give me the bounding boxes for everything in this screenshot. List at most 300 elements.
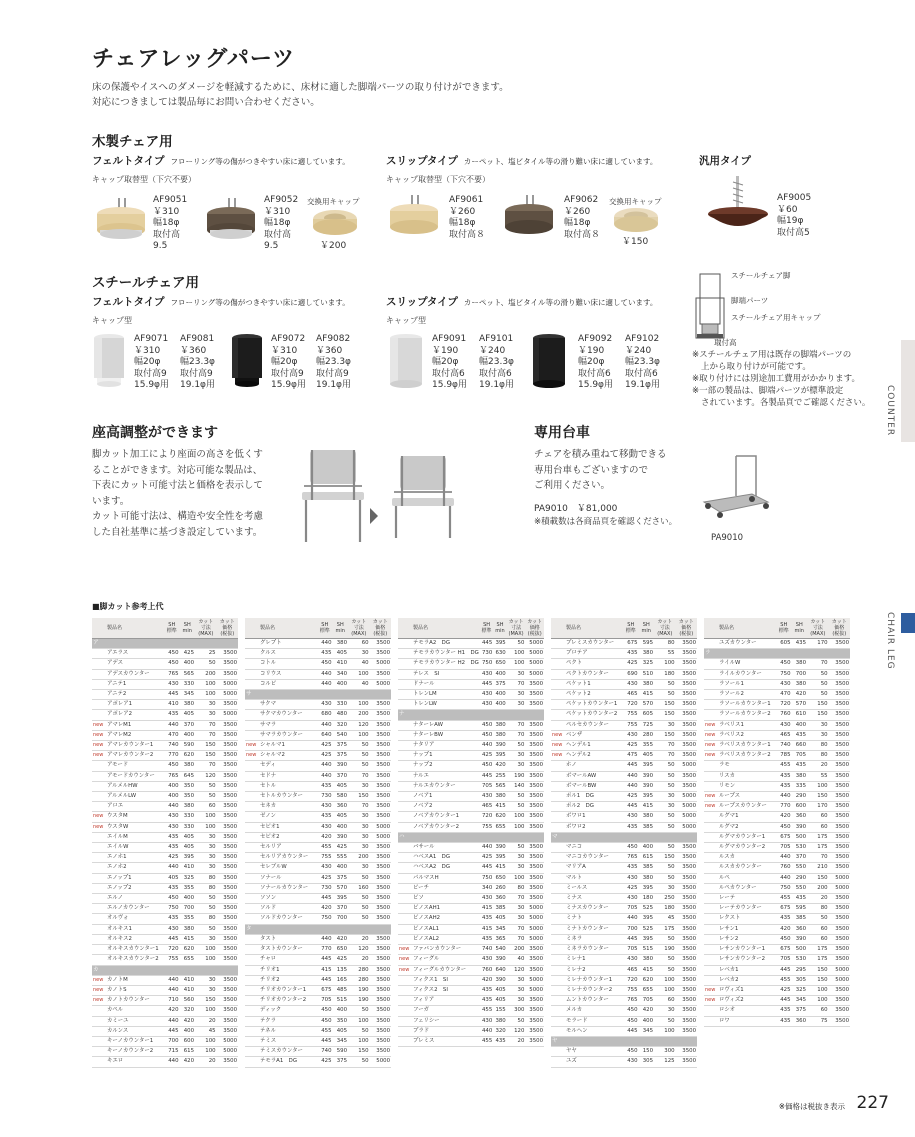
sh-standard: 440 bbox=[480, 741, 493, 751]
spec-af9082: AF9082 ￥360 幅23.3φ 取付高9 19.1φ用 bbox=[316, 334, 351, 390]
product-name: レクスト bbox=[718, 914, 776, 924]
sh-min: 390 bbox=[493, 741, 506, 751]
table-row bbox=[551, 710, 697, 720]
product-name: リモン bbox=[718, 781, 776, 791]
product-name: ピノスAH1 bbox=[412, 904, 480, 914]
sh-min: 410 bbox=[180, 985, 196, 995]
spec-af9102: AF9102 ￥240 幅23.3φ 取付高6 19.1φ用 bbox=[625, 334, 660, 390]
sh-standard: 430 bbox=[623, 955, 639, 965]
sh-standard: 420 bbox=[776, 924, 792, 934]
cut-price: 3500 bbox=[829, 781, 850, 791]
table-row bbox=[245, 669, 391, 679]
new-badge bbox=[245, 1026, 259, 1036]
cut-max: 50 bbox=[348, 761, 370, 771]
cut-price: 5000 bbox=[829, 873, 850, 883]
sh-min: 395 bbox=[493, 751, 506, 761]
product-name: ゼノン bbox=[259, 812, 317, 822]
cut-price: 3500 bbox=[829, 945, 850, 955]
cut-price: 5000 bbox=[525, 924, 544, 934]
new-badge bbox=[245, 639, 259, 649]
sh-standard: 705 bbox=[623, 945, 639, 955]
cut-max: 280 bbox=[348, 965, 370, 975]
product-name: アマレM2 bbox=[106, 730, 164, 740]
table-row bbox=[245, 934, 391, 944]
sh-min: 640 bbox=[493, 965, 506, 975]
cut-price: 3500 bbox=[829, 924, 850, 934]
cut-max: 50 bbox=[807, 690, 829, 700]
new-badge bbox=[551, 771, 565, 781]
table-row bbox=[704, 690, 850, 700]
table-row bbox=[92, 975, 238, 985]
cut-price: 5000 bbox=[525, 639, 544, 649]
cut-max: 100 bbox=[807, 781, 829, 791]
table-row bbox=[551, 669, 697, 679]
table-row bbox=[551, 761, 697, 771]
product-name: ポル1 DG bbox=[565, 792, 623, 802]
table-row bbox=[551, 965, 697, 975]
product-name: マリアA bbox=[565, 863, 623, 873]
product-name: モルヘン bbox=[565, 1026, 623, 1036]
sh-standard: 675 bbox=[776, 832, 792, 842]
sh-min: 405 bbox=[333, 1026, 349, 1036]
sh-min: 400 bbox=[639, 843, 655, 853]
sh-standard: 755 bbox=[164, 955, 180, 965]
table-row bbox=[704, 822, 850, 832]
table-row bbox=[92, 710, 238, 720]
sh-standard: 440 bbox=[164, 1016, 180, 1026]
spec-af9062: AF9062 ￥260 幅18φ 取付高８ bbox=[564, 195, 601, 240]
product-name: チリオ2 bbox=[259, 975, 317, 985]
new-badge bbox=[245, 965, 259, 975]
new-badge bbox=[704, 679, 718, 689]
cut-price: 3500 bbox=[676, 649, 697, 659]
new-badge bbox=[398, 996, 412, 1006]
sh-min: 380 bbox=[639, 955, 655, 965]
cut-price: 3500 bbox=[829, 1006, 850, 1016]
new-badge bbox=[92, 771, 106, 781]
diagram-cap-label: スチールチェア用キャップ bbox=[731, 313, 821, 322]
cut-max: 80 bbox=[807, 741, 829, 751]
table-row bbox=[704, 1006, 850, 1016]
table-row bbox=[551, 730, 697, 740]
table-row bbox=[92, 924, 238, 934]
steel-felt-sub: キャップ型 bbox=[92, 316, 132, 325]
sh-min: 350 bbox=[180, 792, 196, 802]
cut-max: 40 bbox=[507, 955, 526, 965]
product-name: フィクス2 SI bbox=[412, 985, 480, 995]
spec-af9052: AF9052 ￥310 幅18φ 取付高 9.5 bbox=[264, 195, 299, 251]
sh-min: 595 bbox=[792, 904, 808, 914]
cut-price: 3500 bbox=[676, 965, 697, 975]
cut-price: 3500 bbox=[525, 690, 544, 700]
table-row bbox=[551, 690, 697, 700]
sh-standard: 755 bbox=[317, 853, 333, 863]
cut-max: 100 bbox=[195, 1006, 217, 1016]
new-badge bbox=[398, 1006, 412, 1016]
table-row bbox=[704, 924, 850, 934]
diagram-height-label: 取付高 bbox=[714, 338, 737, 347]
product-name: ソソン bbox=[259, 894, 317, 904]
sh-min: 725 bbox=[639, 720, 655, 730]
table-row bbox=[551, 904, 697, 914]
table-row bbox=[398, 883, 544, 893]
table-group-row bbox=[245, 924, 391, 934]
sh-min: 355 bbox=[180, 914, 196, 924]
cut-max: 30 bbox=[195, 832, 217, 842]
product-name: クルス bbox=[259, 649, 317, 659]
sh-standard: 450 bbox=[623, 1047, 639, 1057]
cut-price: 3500 bbox=[676, 996, 697, 1006]
sh-standard: 425 bbox=[317, 873, 333, 883]
header-new bbox=[92, 618, 106, 639]
product-name: キエロ bbox=[106, 1057, 164, 1067]
sh-min: 595 bbox=[639, 639, 655, 649]
sh-standard: 405 bbox=[164, 873, 180, 883]
sh-min: 400 bbox=[493, 669, 506, 679]
sh-min: 485 bbox=[333, 985, 349, 995]
new-badge bbox=[704, 853, 718, 863]
cut-price: 3500 bbox=[217, 751, 238, 761]
cut-price: 3500 bbox=[829, 863, 850, 873]
table-row bbox=[398, 792, 544, 802]
product-name: ペケット2 bbox=[565, 690, 623, 700]
new-badge bbox=[551, 679, 565, 689]
sh-standard: 425 bbox=[317, 751, 333, 761]
new-badge bbox=[245, 945, 259, 955]
sh-standard: 415 bbox=[317, 965, 333, 975]
cut-max: 60 bbox=[807, 934, 829, 944]
sh-min: 620 bbox=[639, 975, 655, 985]
sh-min: 420 bbox=[493, 761, 506, 771]
cut-price: 3500 bbox=[829, 996, 850, 1006]
cut-price: 3500 bbox=[370, 781, 391, 791]
new-badge bbox=[704, 1016, 718, 1026]
sh-min: 370 bbox=[792, 853, 808, 863]
new-badge bbox=[551, 894, 565, 904]
cut-max: 50 bbox=[348, 1006, 370, 1016]
new-badge bbox=[704, 904, 718, 914]
cut-max: 30 bbox=[507, 751, 526, 761]
sh-min: 380 bbox=[639, 812, 655, 822]
new-badge bbox=[551, 659, 565, 669]
sh-min: 570 bbox=[333, 883, 349, 893]
spec-af9091: AF9091 ￥190 幅20φ 取付高6 15.9φ用 bbox=[432, 334, 467, 390]
sh-min: 500 bbox=[792, 945, 808, 955]
new-badge bbox=[704, 822, 718, 832]
cut-max: 30 bbox=[507, 914, 526, 924]
new-badge bbox=[398, 853, 412, 863]
cut-price: 3500 bbox=[676, 894, 697, 904]
new-badge: new bbox=[704, 741, 718, 751]
cut-price: 3500 bbox=[525, 1006, 544, 1016]
table-row bbox=[92, 781, 238, 791]
cut-price: 3500 bbox=[370, 904, 391, 914]
cut-price: 5000 bbox=[829, 883, 850, 893]
cut-max: 50 bbox=[348, 873, 370, 883]
sh-min: 530 bbox=[792, 955, 808, 965]
table-row bbox=[398, 659, 544, 669]
table-row bbox=[92, 761, 238, 771]
table-row bbox=[551, 843, 697, 853]
table-row bbox=[398, 965, 544, 975]
cut-max: 100 bbox=[807, 985, 829, 995]
sh-standard: 675 bbox=[776, 904, 792, 914]
table-row bbox=[704, 965, 850, 975]
cut-max: 50 bbox=[807, 914, 829, 924]
cut-max: 20 bbox=[807, 894, 829, 904]
sh-min: 395 bbox=[639, 914, 655, 924]
page-title: チェアレッグパーツ bbox=[92, 47, 296, 72]
sh-standard: 675 bbox=[776, 945, 792, 955]
sh-min: 360 bbox=[792, 812, 808, 822]
cut-max: 80 bbox=[507, 883, 526, 893]
cut-price: 3500 bbox=[829, 853, 850, 863]
cut-price: 3500 bbox=[217, 1006, 238, 1016]
cut-max: 150 bbox=[807, 792, 829, 802]
cut-price: 3500 bbox=[676, 659, 697, 669]
product-name: レベカ1 bbox=[718, 965, 776, 975]
sh-min: 540 bbox=[333, 730, 349, 740]
new-badge bbox=[92, 649, 106, 659]
sh-standard: 415 bbox=[480, 924, 493, 934]
cut-price: 3500 bbox=[370, 669, 391, 679]
new-badge bbox=[551, 761, 565, 771]
cut-max: 60 bbox=[807, 822, 829, 832]
product-name: ループス bbox=[718, 792, 776, 802]
new-badge bbox=[398, 761, 412, 771]
sh-standard: 765 bbox=[623, 853, 639, 863]
cut-price: 5000 bbox=[217, 679, 238, 689]
spec-af9071: AF9071 ￥310 幅20φ 取付高9 15.9φ用 bbox=[134, 334, 169, 390]
product-name: ルスカ bbox=[718, 853, 776, 863]
header-cell: SH 標準 bbox=[776, 618, 792, 639]
table-row bbox=[245, 679, 391, 689]
cut-price: 3500 bbox=[370, 934, 391, 944]
cut-max: 70 bbox=[348, 771, 370, 781]
cut-price: 3500 bbox=[676, 781, 697, 791]
cut-max: 50 bbox=[654, 690, 676, 700]
sh-standard: 750 bbox=[480, 873, 493, 883]
cut-price: 3500 bbox=[525, 1026, 544, 1036]
product-name: ラモ bbox=[718, 761, 776, 771]
sh-min: 380 bbox=[180, 761, 196, 771]
new-badge: new bbox=[704, 730, 718, 740]
cut-price: 3500 bbox=[525, 945, 544, 955]
general-label: 汎用タイプ bbox=[699, 155, 751, 167]
new-badge bbox=[245, 853, 259, 863]
cut-price: 3500 bbox=[370, 720, 391, 730]
sh-min: 390 bbox=[639, 781, 655, 791]
spec-af9061: AF9061 ￥260 幅18φ 取付高８ bbox=[449, 195, 486, 240]
sh-min: 400 bbox=[333, 1006, 349, 1016]
new-badge bbox=[704, 1006, 718, 1016]
product-name: トレンLM bbox=[412, 690, 480, 700]
table-row bbox=[704, 863, 850, 873]
cut-max: 120 bbox=[348, 720, 370, 730]
sh-min: 660 bbox=[792, 741, 808, 751]
product-name: セトルカウンター bbox=[259, 792, 317, 802]
table-row bbox=[551, 812, 697, 822]
sh-standard: 730 bbox=[317, 883, 333, 893]
cut-max: 50 bbox=[654, 771, 676, 781]
cut-max: 30 bbox=[348, 822, 370, 832]
cut-max: 30 bbox=[807, 730, 829, 740]
cut-max: 50 bbox=[195, 894, 217, 904]
cut-price: 3500 bbox=[370, 1016, 391, 1026]
slip-cap-price: ￥150 bbox=[622, 237, 649, 247]
cut-price: 3500 bbox=[676, 679, 697, 689]
cut-price: 3500 bbox=[370, 843, 391, 853]
cut-price: 3500 bbox=[676, 720, 697, 730]
new-badge bbox=[551, 863, 565, 873]
sh-min: 435 bbox=[792, 639, 808, 649]
table-row bbox=[92, 1047, 238, 1057]
sh-min: 380 bbox=[493, 792, 506, 802]
cut-price: 5000 bbox=[525, 985, 544, 995]
new-badge bbox=[551, 1006, 565, 1016]
header-cell: SH 標準 bbox=[480, 618, 493, 639]
sh-standard: 440 bbox=[317, 761, 333, 771]
sh-standard: 690 bbox=[623, 669, 639, 679]
product-name: ラソールカウンター2 bbox=[718, 710, 776, 720]
sh-standard: 755 bbox=[623, 985, 639, 995]
new-badge bbox=[398, 1026, 412, 1036]
new-badge bbox=[245, 771, 259, 781]
cut-max: 175 bbox=[807, 955, 829, 965]
sh-standard: 720 bbox=[480, 812, 493, 822]
product-name: テモラカウンター H2 DG bbox=[412, 659, 480, 669]
cut-price: 3500 bbox=[676, 934, 697, 944]
new-badge bbox=[398, 659, 412, 669]
group-label: ナ bbox=[398, 710, 544, 720]
cut-max: 150 bbox=[195, 996, 217, 1006]
sh-standard: 450 bbox=[317, 659, 333, 669]
cut-price: 3500 bbox=[676, 669, 697, 679]
slip-cap-image bbox=[613, 206, 659, 234]
cut-max: 175 bbox=[654, 924, 676, 934]
sh-min: 390 bbox=[493, 975, 506, 985]
table-row bbox=[92, 863, 238, 873]
new-badge bbox=[551, 822, 565, 832]
product-name: メルカ bbox=[565, 1006, 623, 1016]
new-badge: new bbox=[245, 741, 259, 751]
product-name: ボマールAW bbox=[565, 771, 623, 781]
sh-standard: 605 bbox=[776, 639, 792, 649]
new-badge: new bbox=[551, 741, 565, 751]
cut-max: 100 bbox=[195, 1047, 217, 1057]
table-row bbox=[92, 1036, 238, 1046]
chair-comparison-image bbox=[290, 446, 470, 546]
cut-price: 3500 bbox=[676, 730, 697, 740]
table-row bbox=[704, 812, 850, 822]
sh-min: 580 bbox=[333, 792, 349, 802]
sh-min: 375 bbox=[333, 1057, 349, 1067]
cart-note: ※積載数は各商品頁を確認ください。 bbox=[534, 517, 678, 527]
cut-price: 5000 bbox=[676, 822, 697, 832]
sh-standard: 440 bbox=[776, 853, 792, 863]
product-name: ルペカウンター bbox=[718, 883, 776, 893]
sh-standard: 465 bbox=[776, 730, 792, 740]
product-name: ルペ bbox=[718, 873, 776, 883]
cut-price: 3500 bbox=[829, 751, 850, 761]
product-name: ロシオ bbox=[718, 1006, 776, 1016]
product-name: ディック bbox=[259, 1006, 317, 1016]
sh-standard: 465 bbox=[480, 802, 493, 812]
sh-standard: 770 bbox=[317, 945, 333, 955]
table-row bbox=[245, 1057, 391, 1067]
new-badge bbox=[704, 975, 718, 985]
sh-standard: 640 bbox=[317, 730, 333, 740]
new-badge bbox=[245, 1057, 259, 1067]
sh-min: 400 bbox=[493, 700, 506, 710]
table-row bbox=[92, 751, 238, 761]
product-name: テネル bbox=[259, 1026, 317, 1036]
new-badge bbox=[704, 934, 718, 944]
sh-standard: 750 bbox=[164, 904, 180, 914]
table-row bbox=[398, 639, 544, 649]
new-badge bbox=[245, 904, 259, 914]
sh-min: 360 bbox=[792, 924, 808, 934]
cut-price: 3500 bbox=[829, 741, 850, 751]
product-name: カミーユ bbox=[106, 1016, 164, 1026]
cut-max: 50 bbox=[195, 792, 217, 802]
cut-max: 50 bbox=[654, 955, 676, 965]
table-row bbox=[398, 720, 544, 730]
sh-standard: 760 bbox=[776, 863, 792, 873]
cut-max: 30 bbox=[807, 720, 829, 730]
new-badge bbox=[704, 924, 718, 934]
cut-price: 5000 bbox=[676, 792, 697, 802]
product-name: アロエ bbox=[106, 802, 164, 812]
sh-standard: 435 bbox=[480, 996, 493, 1006]
product-name: セルリア bbox=[259, 843, 317, 853]
cut-price: 3500 bbox=[370, 751, 391, 761]
cut-price: 3500 bbox=[217, 985, 238, 995]
product-name: ペクト bbox=[565, 659, 623, 669]
new-badge: new bbox=[92, 985, 106, 995]
sh-min: 405 bbox=[333, 649, 349, 659]
product-name: アマレM1 bbox=[106, 720, 164, 730]
new-badge bbox=[551, 812, 565, 822]
cut-max: 30 bbox=[195, 710, 217, 720]
table-row bbox=[92, 894, 238, 904]
table-row bbox=[551, 792, 697, 802]
cut-max: 100 bbox=[654, 1026, 676, 1036]
sh-standard: 425 bbox=[623, 741, 639, 751]
cut-price: 3500 bbox=[370, 812, 391, 822]
sh-min: 480 bbox=[333, 710, 349, 720]
sh-min: 525 bbox=[639, 924, 655, 934]
sh-standard: 755 bbox=[623, 710, 639, 720]
sh-standard: 465 bbox=[623, 965, 639, 975]
cap-image-af9071 bbox=[92, 334, 126, 388]
new-badge bbox=[398, 934, 412, 944]
new-badge bbox=[398, 843, 412, 853]
product-name: ラベリスカウンター1 bbox=[718, 741, 776, 751]
product-name: チリオカウンター1 bbox=[259, 985, 317, 995]
sh-min: 395 bbox=[180, 853, 196, 863]
table-row bbox=[245, 955, 391, 965]
new-badge bbox=[92, 1047, 106, 1057]
new-badge: new bbox=[92, 720, 106, 730]
product-name: アデスカウンター bbox=[106, 669, 164, 679]
new-badge bbox=[92, 700, 106, 710]
product-name: アモード bbox=[106, 761, 164, 771]
cut-price: 3500 bbox=[525, 792, 544, 802]
sh-standard: 430 bbox=[317, 700, 333, 710]
table-row bbox=[398, 863, 544, 873]
sh-standard: 705 bbox=[480, 781, 493, 791]
